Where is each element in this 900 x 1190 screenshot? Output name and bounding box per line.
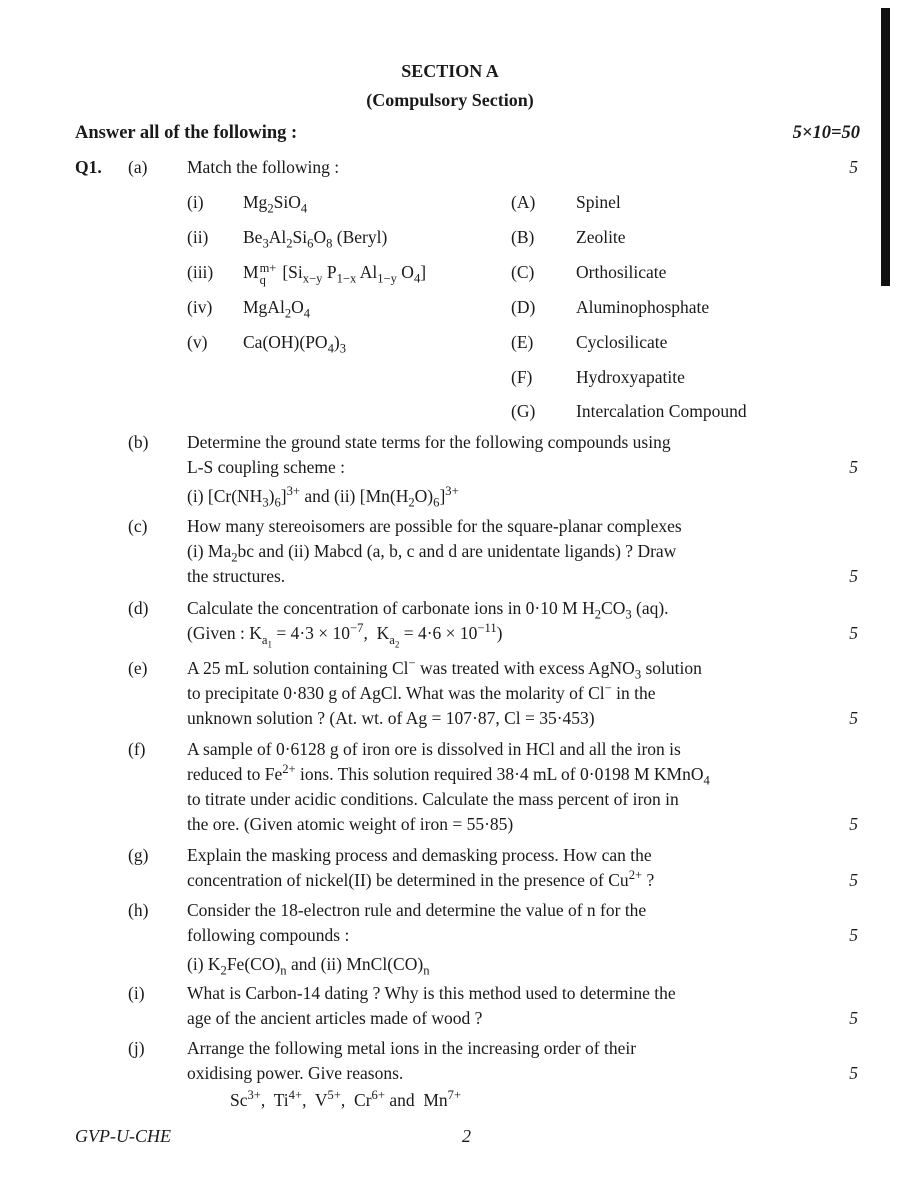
metal-ions-list: $Sc^{3+}$, $Ti^{4+}$, $V^{5+}$, $Cr^{6+}$ and $Mn^{7+}$ <box>230 1088 462 1110</box>
match-right-id: (F) <box>511 367 533 387</box>
part-i-label: (i) <box>128 983 145 1003</box>
part-h-text: Consider the 18-electron rule and determine the value of n for the following compounds : (i) $K_2Fe(CO)_n$ and (ii) $MnCl(CO)_n$ <box>187 900 647 978</box>
part-e-text: A 25 mL solution containing Cl− was treated with excess AgNO$_3$ solution to precipitate 0·830 g of AgCl. What was the molarity of Cl− in the unknown solution ? (At. wt. of Ag = 107·87, Cl = 35·453) <box>187 656 702 728</box>
instruction: Answer all of the following : <box>75 123 298 143</box>
part-e-marks: 5 <box>849 708 858 728</box>
part-a-label: (a) <box>128 157 148 177</box>
part-d-marks: 5 <box>849 623 858 643</box>
total-marks: 5×10=50 <box>792 123 860 143</box>
match-right-id: (G) <box>511 401 536 421</box>
part-i-marks: 5 <box>849 1008 858 1028</box>
beryl-label: (Beryl) <box>336 227 388 247</box>
part-g-marks: 5 <box>849 870 858 890</box>
match-left-id: (iv) <box>187 297 213 317</box>
part-f-marks: 5 <box>849 814 858 834</box>
part-g-text: Explain the masking process and demasking process. How can the concentration of nickel(II) be determined in the presence of $Cu^{2+}$ ? <box>187 845 655 890</box>
paper-code: GVP-U-CHE <box>75 1126 171 1146</box>
scan-edge-bar <box>881 8 890 286</box>
match-right-id: (A) <box>511 192 536 212</box>
part-h-marks: 5 <box>849 925 858 945</box>
part-a-prompt: Match the following : <box>187 157 340 177</box>
match-left-id: (i) <box>187 192 204 212</box>
match-right-id: (C) <box>511 262 535 282</box>
part-j-marks: 5 <box>849 1063 858 1083</box>
part-b-marks: 5 <box>849 457 858 477</box>
match-left-id: (ii) <box>187 227 209 247</box>
part-d-label: (d) <box>128 598 149 618</box>
part-h-label: (h) <box>128 900 149 920</box>
part-e-label: (e) <box>128 658 148 678</box>
part-c-label: (c) <box>128 516 148 536</box>
part-j-label: (j) <box>128 1038 145 1058</box>
part-c-text: How many stereoisomers are possible for the square-planar complexes (i) $Ma_2bc$ and (ii) Mabcd (a, b, c and d are unidentate ligands) ? Draw the structures. <box>187 516 682 586</box>
part-g-label: (g) <box>128 845 149 865</box>
match-right-id: (B) <box>511 227 535 247</box>
match-right-name: Hydroxyapatite <box>576 367 685 387</box>
match-left-formula: $Ca(OH)(PO_4)_3$ <box>243 332 346 356</box>
part-b-label: (b) <box>128 432 149 452</box>
section-subtitle: (Compulsory Section) <box>366 90 534 110</box>
part-i-text: What is Carbon-14 dating ? Why is this method used to determine the age of the ancient articles made of wood ? <box>187 983 676 1028</box>
match-right-name: Cyclosilicate <box>576 332 668 352</box>
match-left-id: (iii) <box>187 262 214 282</box>
match-right-name: Spinel <box>576 192 621 212</box>
page-number: 2 <box>462 1126 471 1146</box>
match-right-name: Aluminophosphate <box>576 297 710 317</box>
part-f-text: A sample of 0·6128 g of iron ore is dissolved in HCl and all the iron is reduced to $Fe^{2+}$ ions. This solution required 38·4 mL of 0·0198 M KMnO$_4$ to titrate under acidic conditions. Calculate the mass percent of iron in the ore. (Given atomic weight of iron = 55·85) <box>187 739 710 834</box>
match-right-name: Intercalation Compound <box>576 401 747 421</box>
part-f-label: (f) <box>128 739 146 759</box>
match-right-name: Zeolite <box>576 227 626 247</box>
part-d-text: Calculate the concentration of carbonate ions in 0·10 M $H_2CO_3$ (aq). (Given : $K_{a_1} = 4\cdot 3 \times 10^{-7}$, $K_{a_2} = 4\cdot 6 \times 10^{-11}$) <box>187 598 669 650</box>
match-right-id: (E) <box>511 332 534 352</box>
match-right-name: Orthosilicate <box>576 262 667 282</box>
part-b-text: Determine the ground state terms for the following compounds using L-S coupling scheme : (i) $[Cr(NH_3)_6]^{3+}$ and (ii) $[Mn(H_2O)_6]^{3+}$ <box>187 432 671 510</box>
part-j-text: Arrange the following metal ions in the increasing order of their oxidising power. Give reasons. <box>187 1038 637 1083</box>
question-number: Q1. <box>75 157 102 177</box>
part-a-marks: 5 <box>849 157 858 177</box>
match-right-id: (D) <box>511 297 536 317</box>
match-left-formula: $MgAl_2O_4$ <box>243 297 311 321</box>
match-left-formula: $Mg_2SiO_4$ <box>243 192 308 216</box>
match-left-id: (v) <box>187 332 208 352</box>
match-left-formula: M m+ q [$Si_{x-y}$ $P_{1-x}$ $Al_{1-y}$ $O_4$] <box>243 260 427 287</box>
match-left-formula: $Be_3Al_2Si_6O_8$ (Beryl) <box>243 227 388 251</box>
section-title: SECTION A <box>401 61 499 81</box>
part-c-marks: 5 <box>849 566 858 586</box>
